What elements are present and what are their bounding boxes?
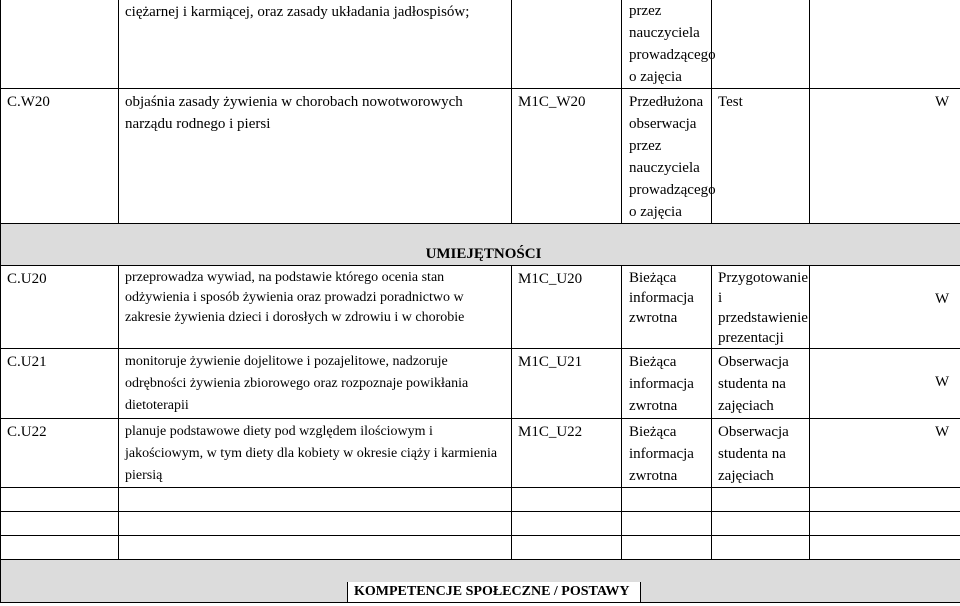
cell-empty — [1, 536, 119, 560]
table-row — [1, 0, 960, 89]
cell-empty — [119, 536, 512, 560]
table-row — [1, 536, 960, 560]
cell-effect — [512, 0, 622, 89]
cell-code: C.U22 — [1, 419, 119, 488]
cell-empty — [712, 536, 810, 560]
cell-method: Bieżąca informacja zwrotna — [622, 266, 712, 349]
cell-empty — [810, 536, 960, 560]
cell-empty — [622, 512, 712, 536]
cell-empty — [119, 488, 512, 512]
cell-empty — [1, 512, 119, 536]
cell-empty — [512, 488, 622, 512]
section-title-skills: UMIEJĘTNOŚCI — [425, 246, 542, 262]
cell-form: Przygotowanie i przedstawienie prezentacji — [712, 266, 810, 349]
cell-empty — [512, 536, 622, 560]
cell-code: C.U20 — [1, 266, 119, 349]
cell-empty — [512, 512, 622, 536]
cell-form: Test — [712, 89, 810, 224]
cell-type: W — [810, 89, 960, 224]
table-row — [1, 488, 960, 512]
cell-effect: M1C_W20 — [512, 89, 622, 224]
cell-form: Obserwacja studenta na zajęciach — [712, 419, 810, 488]
cell-description: planuje podstawowe diety pod względem ilościowym i jakościowym, w tym diety dla kobiety w okresie ciąży i karmienia piersią — [119, 419, 512, 488]
cell-empty — [712, 512, 810, 536]
cell-type: W — [810, 266, 960, 349]
cell-type — [810, 0, 960, 89]
cell-empty — [810, 512, 960, 536]
cell-effect: M1C_U21 — [512, 349, 622, 419]
cell-empty — [622, 536, 712, 560]
cell-effect: M1C_U22 — [512, 419, 622, 488]
cell-description: przeprowadza wywiad, na podstawie którego ocenia stan odżywienia i sposób żywienia oraz prowadzi poradnictwo w zakresie żywienia dzieci i dorosłych w zdrowiu i w chorobie — [119, 266, 512, 349]
cell-code — [1, 0, 119, 89]
section-title-social: KOMPETENCJE SPOŁECZNE / POSTAWY — [347, 582, 641, 602]
cell-form: Obserwacja studenta na zajęciach — [712, 349, 810, 419]
cell-empty — [119, 512, 512, 536]
cell-form — [712, 0, 810, 89]
cell-description: ciężarnej i karmiącej, oraz zasady układania jadłospisów; — [119, 0, 512, 89]
cell-code: C.U21 — [1, 349, 119, 419]
table-row — [1, 349, 960, 419]
cell-code: C.W20 — [1, 89, 119, 224]
cell-empty — [712, 488, 810, 512]
cell-empty — [622, 488, 712, 512]
table-row — [1, 266, 960, 349]
cell-type: W — [810, 419, 960, 488]
cell-type: W — [810, 349, 960, 419]
cell-empty — [1, 488, 119, 512]
cell-empty — [810, 488, 960, 512]
cell-method: Przedłużona obserwacja przez nauczyciela prowadzącego o zajęcia — [622, 89, 712, 224]
table-row — [1, 419, 960, 488]
cell-method: przez nauczyciela prowadzącego o zajęcia — [622, 0, 712, 89]
cell-description: monitoruje żywienie dojelitowe i pozajelitowe, nadzoruje odrębności żywienia zbiorowego oraz rozpoznaje powikłania dietoterapii — [119, 349, 512, 419]
cell-method: Bieżąca informacja zwrotna — [622, 349, 712, 419]
section-row — [1, 560, 960, 603]
table-row — [1, 512, 960, 536]
section-row — [1, 224, 960, 266]
cell-method: Bieżąca informacja zwrotna — [622, 419, 712, 488]
cell-effect: M1C_U20 — [512, 266, 622, 349]
table-row — [1, 89, 960, 224]
cell-description: objaśnia zasady żywienia w chorobach nowotworowych narządu rodnego i piersi — [119, 89, 512, 224]
